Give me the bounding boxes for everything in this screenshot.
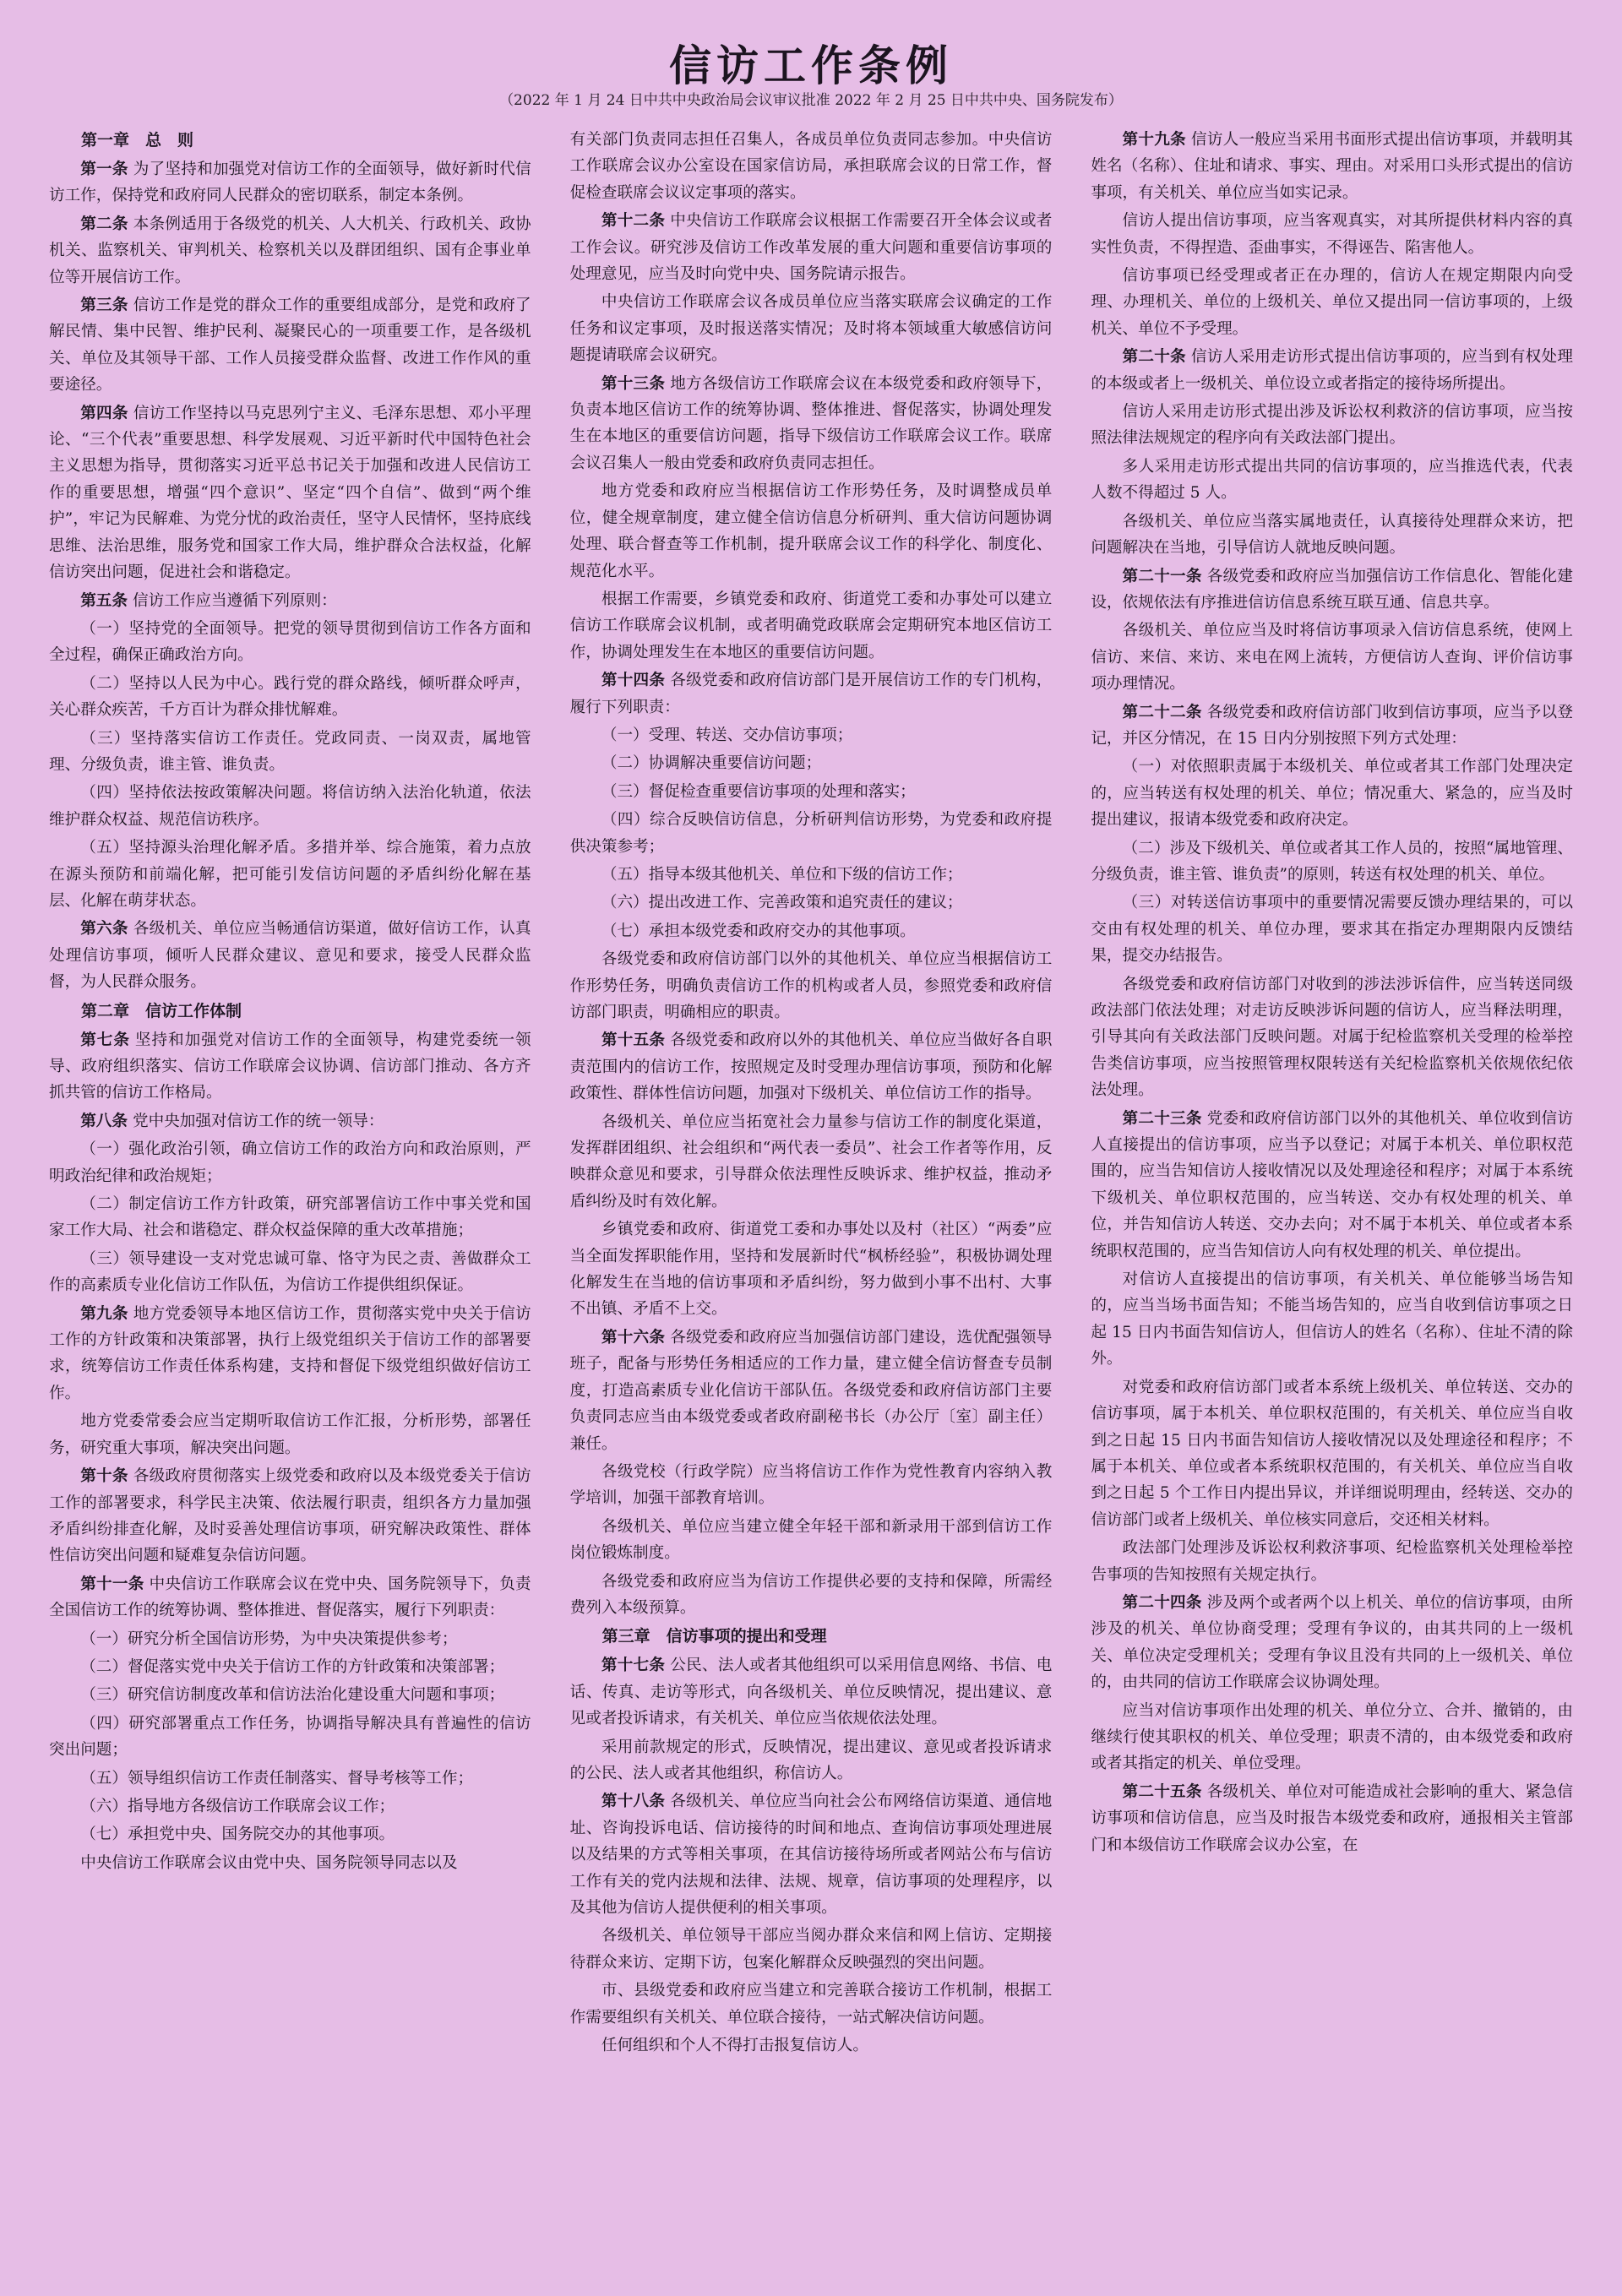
- article-paragraph: [570, 667, 1053, 721]
- document-subtitle: （2022 年 1 月 24 日中共中央政治局会议审议批准 2022 年 2 月 25 日中共中央、国务院发布）: [499, 92, 1123, 109]
- paragraph-text: 各级党委和政府应当加强信访工作信息化、智能化建设，依规依法有序推进信访信息系统互联互通、信息共享。: [1091, 567, 1573, 612]
- text-paragraph: [1091, 754, 1573, 833]
- article-number: 第八条: [80, 1112, 128, 1130]
- paragraph-text: （二）制定信访工作方针政策，研究部署信访工作中事关党和国家工作大局、社会和谐稳定、群众权益保障的重大改革措施；: [49, 1195, 531, 1240]
- text-paragraph: [570, 1216, 1053, 1323]
- article-paragraph: [570, 1325, 1053, 1457]
- paragraph-text: 各级党委和政府信访部门是开展信访工作的专门机构，履行下列职责：: [569, 672, 1053, 716]
- chapter-heading: 第三章 信访事项的提出和受理: [601, 1627, 827, 1646]
- article-number: 第二十一条: [1122, 567, 1202, 585]
- paragraph-text: （四）综合反映信访信息，分析研判信访形势，为党委和政府提供决策参考；: [569, 811, 1053, 856]
- article-number: 第九条: [80, 1304, 128, 1323]
- text-paragraph: [49, 1246, 531, 1299]
- article-number: 第十二条: [601, 212, 666, 231]
- article-number: 第二条: [80, 215, 128, 233]
- article-number: 第七条: [80, 1031, 130, 1049]
- text-paragraph: [570, 779, 1053, 805]
- paragraph-text: （五）坚持源头治理化解矛盾。多措并举、综合施策，着力点放在源头预防和前端化解，把可能引发信访问题的矛盾纠纷化解在基层、化解在萌芽状态。: [49, 839, 531, 910]
- paragraph-text: 公民、法人或者其他组织可以采用信息网络、书信、电话、传真、走访等形式，向各级机关、单位反映情况，提出建议、意见或者投诉请求，有关机关、单位应当依规依法处理。: [569, 1657, 1053, 1728]
- paragraph-text: （三）领导建设一支对党忠诚可靠、恪守为民之责、善做群众工作的高素质专业化信访工作队伍，为信访工作提供组织保证。: [49, 1249, 531, 1295]
- text-paragraph: [570, 1923, 1053, 1976]
- text-paragraph: [1091, 835, 1573, 889]
- paragraph-text: 信访人采用走访形式提出信访事项的，应当到有权处理的本级或者上一级机关、单位设立或者指定的接待场所提出。: [1091, 348, 1573, 393]
- paragraph-text: 各级党委和政府信访部门对收到的涉法涉诉信件，应当转送同级政法部门依法处理；对走访反映涉诉问题的信访人，应当释法明理，引导其向有关政法部门反映问题。对属于纪检监察机关受理的检举控告类信访事项，应当按照管理权限转送有关纪检监察机关依规依纪依法处理。: [1091, 975, 1573, 1100]
- paragraph-text: 各级政府贯彻落实上级党委和政府以及本级党委关于信访工作的部署要求，科学民主决策、依法履行职责，组织各方力量加强矛盾纠纷排查化解，及时妥善处理信访事项，研究解决政策性、群体性信访突出问题和疑难复杂信访问题。: [49, 1467, 531, 1565]
- article-paragraph: [49, 1571, 531, 1624]
- article-number: 第四条: [80, 404, 128, 422]
- text-paragraph: [570, 1734, 1053, 1787]
- text-paragraph: [570, 807, 1053, 860]
- text-paragraph: [1091, 1374, 1573, 1533]
- paragraph-text: （二）涉及下级机关、单位或者其工作人员的，按照“属地管理、分级负责，谁主管、谁负责”的原则，转送有权处理的机关、单位。: [1091, 839, 1573, 884]
- article-number: 第十七条: [601, 1657, 666, 1675]
- article-paragraph: [570, 208, 1053, 287]
- text-paragraph: [1091, 263, 1573, 342]
- paragraph-text: （五）领导组织信访工作责任制落实、督导考核等工作；: [80, 1769, 474, 1787]
- text-paragraph: [49, 1821, 531, 1847]
- paragraph-text: （二）坚持以人民为中心。践行党的群众路线，倾听群众呼声，关心群众疾苦，千方百计为群众排忧解难。: [49, 674, 531, 720]
- article-paragraph: [49, 916, 531, 995]
- paragraph-text: （一）受理、转送、交办信访事项；: [601, 726, 853, 744]
- paragraph-text: 乡镇党委和政府、街道党工委和办事处以及村（社区）“两委”应当全面发挥职能作用，坚持和发展新时代“枫桥经验”，积极协调处理化解发生在当地的信访事项和矛盾纠纷，努力做到小事不出村、大事不出镇、矛盾不上交。: [569, 1221, 1053, 1319]
- chapter-heading: 第一章 总 则: [81, 131, 194, 150]
- paragraph-text: （四）研究部署重点工作任务，协调指导解决具有普遍性的信访突出问题；: [49, 1714, 531, 1760]
- paragraph-text: （一）研究分析全国信访形势，为中央决策提供参考；: [80, 1630, 458, 1648]
- paragraph-text: 对党委和政府信访部门或者本系统上级机关、单位转送、交办的信访事项，属于本机关、单位职权范围的，有关机关、单位应当自收到之日起 15 日内书面告知信访人接收情况以及处理途径和程序；不属于本机关、单位或者本系统职权范围的，有关机关、单位应当自收到之日起 5 个工作日内提出异议，并详细说明理由，经转送、交办的信访部门或者上级机关、单位核实同意后，交还相关材料。: [1091, 1378, 1573, 1529]
- text-paragraph: [49, 1654, 531, 1680]
- text-paragraph: [49, 1766, 531, 1792]
- text-paragraph: [49, 1136, 531, 1189]
- paragraph-text: 对信访人直接提出的信访事项，有关机关、单位能够当场告知的，应当当场书面告知；不能当场告知的，应当自收到信访事项之日起 15 日内书面告知信访人，但信访人的姓名（名称）、住址不清的除外。: [1091, 1270, 1573, 1368]
- text-paragraph: [570, 862, 1053, 888]
- paragraph-text: （三）坚持落实信访工作责任。党政同责、一岗双责，属地管理、分级负责，谁主管、谁负责。: [49, 729, 531, 774]
- text-paragraph: [570, 1978, 1053, 2031]
- paragraph-text: 本条例适用于各级党的机关、人大机关、行政机关、政协机关、监察机关、审判机关、检察机关以及群团组织、国有企事业单位等开展信访工作。: [49, 215, 531, 286]
- article-number: 第十三条: [601, 374, 666, 393]
- article-number: 第六条: [80, 920, 128, 939]
- text-paragraph: [1091, 890, 1573, 969]
- article-paragraph: [1091, 127, 1573, 206]
- paragraph-text: 各级党委和政府应当加强信访部门建设，选优配强领导班子，配备与形势任务相适应的工作力量，建立健全信访督查专员制度，打造高素质专业化信访干部队伍。各级党委和政府信访部门主要负责同志应当由本级党委或者政府副秘书长（办公厅〔室〕副主任）兼任。: [569, 1328, 1053, 1453]
- text-paragraph: [49, 726, 531, 779]
- paragraph-text: 各级机关、单位应当向社会公布网络信访渠道、通信地址、咨询投诉电话、信访接待的时间和地点、查询信访事项处理进展以及结果的方式等相关事项，在其信访接待场所或者网站公布与信访工作有关的党内法规和法律、法规、规章，信访事项的处理程序，以及其他为信访人提供便利的相关事项。: [569, 1793, 1053, 1917]
- paragraph-text: 各级机关、单位领导干部应当阅办群众来信和网上信访、定期接待群众来访、定期下访，包案化解群众反映强烈的突出问题。: [569, 1927, 1053, 1972]
- article-paragraph: [49, 156, 531, 209]
- article-number: 第一条: [80, 161, 128, 178]
- article-paragraph: [1091, 1779, 1573, 1858]
- paragraph-text: 根据工作需要，乡镇党委和政府、街道党工委和办事处可以建立信访工作联席会议机制，或者明确党政联席会定期研究本地区信访工作，协调处理发生在本地区的重要信访问题。: [569, 590, 1053, 661]
- text-paragraph: [1091, 454, 1573, 507]
- text-paragraph: [1091, 1266, 1573, 1373]
- article-number: 第三条: [80, 297, 128, 315]
- paragraph-text: 信访工作是党的群众工作的重要组成部分，是党和政府了解民情、集中民智、维护民利、凝聚民心的一项重要工作，是各级机关、单位及其领导干部、工作人员接受群众监督、改进工作作风的重要途径。: [49, 297, 531, 394]
- article-number: 第二十二条: [1122, 703, 1202, 721]
- article-number: 第十五条: [601, 1031, 666, 1050]
- paragraph-text: 党中央加强对信访工作的统一领导：: [132, 1112, 384, 1130]
- paragraph-text: 信访人提出信访事项，应当客观真实，对其所提供材料内容的真实性负责，不得捏造、歪曲事实，不得诬告、陷害他人。: [1091, 212, 1573, 257]
- text-paragraph: [570, 918, 1053, 944]
- article-paragraph: [1091, 1106, 1573, 1265]
- paragraph-text: 有关部门负责同志担任召集人，各成员单位负责同志参加。中央信访工作联席会议办公室设在国家信访局，承担联席会议的日常工作，督促检查联席会议议定事项的落实。: [569, 131, 1053, 202]
- text-paragraph: [1091, 618, 1573, 697]
- article-number: 第十九条: [1122, 131, 1186, 149]
- paragraph-text: 中央信访工作联席会议各成员单位应当落实联席会议确定的工作任务和议定事项，及时报送落实情况；及时将本领域重大敏感信访问题提请联席会议研究。: [569, 293, 1053, 365]
- paragraph-text: 各级机关、单位应当畅通信访渠道，做好信访工作，认真处理信访事项，倾听人民群众建议、意见和要求，接受人民群众监督，为人民群众服务。: [49, 920, 531, 992]
- paragraph-text: （三）督促检查重要信访事项的处理和落实；: [601, 782, 916, 801]
- article-paragraph: [49, 1108, 531, 1134]
- article-paragraph: [49, 211, 531, 291]
- article-paragraph: [49, 1463, 531, 1570]
- article-paragraph: [1091, 344, 1573, 397]
- text-paragraph: [49, 835, 531, 914]
- text-paragraph: [1091, 208, 1573, 261]
- article-paragraph: [570, 371, 1053, 477]
- paragraph-text: 信访事项已经受理或者正在办理的，信访人在规定期限内向受理、办理机关、单位的上级机关、单位又提出同一信访事项的，上级机关、单位不予受理。: [1091, 267, 1573, 338]
- paragraph-text: 中央信访工作联席会议在党中央、国务院领导下，负责全国信访工作的统筹协调、整体推进、督促落实，履行下列职责：: [49, 1575, 531, 1620]
- paragraph-text: 中央信访工作联席会议根据工作需要召开全体会议或者工作会议。研究涉及信访工作改革发展的重大问题和重要信访事项的处理意见，应当及时向党中央、国务院请示报告。: [569, 212, 1053, 284]
- paragraph-text: 坚持和加强党对信访工作的全面领导，构建党委统一领导、政府组织落实、信访工作联席会议协调、信访部门推动、各方齐抓共管的信访工作格局。: [49, 1031, 531, 1102]
- article-number: 第二十条: [1122, 348, 1186, 367]
- text-paragraph: [570, 586, 1053, 666]
- paragraph-text: （一）对依照职责属于本级机关、单位或者其工作部门处理决定的，应当转送有权处理的机关、单位；情况重大、紧急的，应当及时提出建议，报请本级党委和政府决定。: [1091, 758, 1573, 830]
- article-paragraph: [49, 400, 531, 586]
- text-column-1: [49, 127, 531, 2277]
- text-paragraph: [1091, 1698, 1573, 1777]
- text-paragraph: [570, 127, 1053, 206]
- text-paragraph: [570, 478, 1053, 585]
- paragraph-text: （二）协调解决重要信访问题；: [601, 754, 822, 773]
- paragraph-text: 采用前款规定的形式，反映情况，提出建议、意见或者投诉请求的公民、法人或者其他组织，称信访人。: [569, 1738, 1053, 1782]
- article-number: 第十六条: [601, 1328, 666, 1347]
- text-paragraph: [49, 616, 531, 669]
- paragraph-text: 各级党委和政府应当为信访工作提供必要的支持和保障，所需经费列入本级预算。: [569, 1572, 1053, 1617]
- article-paragraph: [49, 1301, 531, 1407]
- paragraph-text: 地方党委领导本地区信访工作，贯彻落实党中央关于信访工作的方针政策和决策部署，执行上级党组织关于信访工作的部署要求，统筹信访工作责任体系构建，支持和督促下级党组织做好信访工作。: [49, 1304, 531, 1402]
- text-column-2: [570, 127, 1053, 2277]
- article-number: 第二十四条: [1122, 1593, 1202, 1612]
- text-paragraph: [570, 289, 1053, 368]
- paragraph-text: 信访人采用走访形式提出涉及诉讼权利救济的信访事项，应当按照法律法规规定的程序向有关政法部门提出。: [1091, 403, 1573, 448]
- article-paragraph: [1091, 1590, 1573, 1696]
- article-paragraph: [570, 1027, 1053, 1107]
- paragraph-text: 各级党委和政府以外的其他机关、单位应当做好各自职责范围内的信访工作，按照规定及时受理办理信访事项，预防和化解政策性、群体性信访问题，加强对下级机关、单位信访工作的指导。: [569, 1031, 1053, 1103]
- paragraph-text: 信访工作应当遵循下列原则：: [132, 591, 337, 610]
- paragraph-text: 各级党委和政府信访部门收到信访事项，应当予以登记，并区分情况，在 15 日内分别按照下列方式处理：: [1091, 703, 1573, 748]
- text-paragraph: [49, 780, 531, 833]
- text-paragraph: [570, 1459, 1053, 1512]
- text-paragraph: [49, 1408, 531, 1461]
- paragraph-text: 各级机关、单位应当落实属地责任，认真接待处理群众来访，把问题解决在当地，引导信访人就地反映问题。: [1091, 512, 1573, 558]
- text-paragraph: [570, 750, 1053, 776]
- text-paragraph: [570, 890, 1053, 916]
- paragraph-text: 地方各级信访工作联席会议在本级党委和政府领导下，负责本地区信访工作的统筹协调、整体推进、督促落实，协调处理发生在本地区的重要信访问题，指导下级信访工作联席会议工作。联席会议召集人一般由党委和政府负责同志担任。: [569, 374, 1053, 472]
- text-paragraph: [49, 1626, 531, 1652]
- text-paragraph: [1091, 509, 1573, 562]
- article-paragraph: [570, 1788, 1053, 1921]
- chapter-heading: 第二章 信访工作体制: [81, 1001, 242, 1020]
- paragraph-text: 多人采用走访形式提出共同的信访事项的，应当推选代表，代表人数不得超过 5 人。: [1091, 457, 1573, 503]
- paragraph-text: 政法部门处理涉及诉讼权利救济事项、纪检监察机关处理检举控告事项的告知按照有关规定执行。: [1091, 1539, 1573, 1584]
- paragraph-text: （三）研究信访制度改革和信访法治化建设重大问题和事项；: [80, 1686, 505, 1705]
- article-paragraph: [49, 292, 531, 399]
- text-paragraph: [570, 1569, 1053, 1622]
- document-title: 信访工作条例: [669, 41, 953, 90]
- article-paragraph: [49, 1027, 531, 1107]
- article-number: 第二十三条: [1122, 1109, 1202, 1128]
- paragraph-text: 应当对信访事项作出处理的机关、单位分立、合并、撤销的，由继续行使其职权的机关、单位受理；职责不清的，由本级党委和政府或者其指定的机关、单位受理。: [1091, 1701, 1573, 1773]
- paragraph-text: 地方党委和政府应当根据信访工作形势任务，及时调整成员单位，健全规章制度，建立健全信访信息分析研判、重大信访问题协调处理、联合督查等工作机制，提升联席会议工作的科学化、制度化、规范化水平。: [569, 482, 1053, 580]
- text-paragraph: [570, 2032, 1053, 2059]
- paragraph-text: （五）指导本级其他机关、单位和下级的信访工作；: [601, 865, 963, 884]
- paragraph-text: （七）承担本级党委和政府交办的其他事项。: [601, 922, 916, 940]
- paragraph-text: 各级机关、单位应当及时将信访事项录入信访信息系统，使网上信访、来信、来访、来电在网上流转，方便信访人查询、评价信访事项办理情况。: [1091, 622, 1573, 694]
- article-number: 第五条: [80, 591, 128, 610]
- text-paragraph: [570, 946, 1053, 1026]
- paragraph-text: （一）强化政治引领，确立信访工作的政治方向和政治原则，严明政治纪律和政治规矩；: [49, 1140, 531, 1185]
- text-paragraph: [49, 1682, 531, 1708]
- article-paragraph: [1091, 699, 1573, 753]
- text-paragraph: [570, 1109, 1053, 1216]
- text-paragraph: [570, 722, 1053, 748]
- paragraph-text: 中央信访工作联席会议由党中央、国务院领导同志以及: [80, 1853, 458, 1872]
- article-number: 第十一条: [80, 1575, 144, 1593]
- article-number: 第二十五条: [1122, 1782, 1202, 1801]
- text-paragraph: [1091, 399, 1573, 452]
- article-number: 第十四条: [601, 672, 666, 690]
- paragraph-text: 市、县级党委和政府应当建立和完善联合接访工作机制，根据工作需要组织有关机关、单位联合接待，一站式解决信访问题。: [569, 1982, 1053, 2027]
- paragraph-text: 任何组织和个人不得打击报复信访人。: [601, 2037, 868, 2055]
- paragraph-text: （四）坚持依法按政策解决问题。将信访纳入法治化轨道，依法维护群众权益、规范信访秩序。: [49, 784, 531, 829]
- paragraph-text: 各级机关、单位对可能造成社会影响的重大、紧急信访事项和信访信息，应当及时报告本级党委和政府，通报相关主管部门和本级信访工作联席会议办公室，在: [1091, 1782, 1573, 1854]
- text-paragraph: [570, 1514, 1053, 1567]
- paragraph-text: （三）对转送信访事项中的重要情况需要反馈办理结果的，可以交由有权处理的机关、单位办理，要求其在指定办理期限内反馈结果，提交办结报告。: [1091, 894, 1573, 966]
- text-paragraph: [1091, 1535, 1573, 1588]
- text-paragraph: [49, 1850, 531, 1876]
- article-paragraph: [1091, 563, 1573, 617]
- text-paragraph: [49, 1191, 531, 1244]
- article-paragraph: [49, 588, 531, 614]
- paragraph-text: （一）坚持党的全面领导。把党的领导贯彻到信访工作各方面和全过程，确保正确政治方向。: [49, 619, 531, 665]
- paragraph-text: （六）提出改进工作、完善政策和追究责任的建议；: [601, 894, 963, 912]
- article-number: 第十条: [80, 1467, 128, 1486]
- text-columns: [49, 127, 1573, 2277]
- paragraph-text: （六）指导地方各级信访工作联席会议工作；: [80, 1797, 395, 1815]
- paragraph-text: 为了坚持和加强党对信访工作的全面领导，做好新时代信访工作，保持党和政府同人民群众的密切联系，制定本条例。: [49, 161, 531, 205]
- text-column-3: [1091, 127, 1573, 2277]
- text-paragraph: [49, 671, 531, 724]
- paragraph-text: 各级机关、单位应当拓宽社会力量参与信访工作的制度化渠道，发挥群团组织、社会组织和“两代表一委员”、社会工作者等作用，反映群众意见和要求，引导群众依法理性反映诉求、维护权益，推动矛盾纠纷及时有效化解。: [569, 1113, 1053, 1211]
- paragraph-text: 信访人一般应当采用书面形式提出信访事项，并载明其姓名（名称）、住址和请求、事实、理由。对采用口头形式提出的信访事项，有关机关、单位应当如实记录。: [1091, 131, 1573, 202]
- paragraph-text: 各级机关、单位应当建立健全年轻干部和新录用干部到信访工作岗位锻炼制度。: [569, 1517, 1053, 1563]
- article-number: 第十八条: [601, 1793, 666, 1811]
- paragraph-text: 涉及两个或者两个以上机关、单位的信访事项，由所涉及的机关、单位协商受理；受理有争议的，由其共同的上一级机关、单位决定受理机关；受理有争议且没有共同的上一级机关、单位的，由共同的信访工作联席会议协调处理。: [1091, 1593, 1573, 1692]
- paragraph-text: 各级党校（行政学院）应当将信访工作作为党性教育内容纳入教学培训，加强干部教育培训。: [569, 1462, 1053, 1508]
- text-paragraph: [1091, 971, 1573, 1104]
- paragraph-text: 信访工作坚持以马克思列宁主义、毛泽东思想、邓小平理论、“三个代表”重要思想、科学发展观、习近平新时代中国特色社会主义思想为指导，贯彻落实习近平总书记关于加强和改进人民信访工作的重要思想，增强“四个意识”、坚定“四个自信”、做到“两个维护”，牢记为民解难、为党分忧的政治责任，坚守人民情怀，坚持底线思维、法治思维，服务党和国家工作大局，维护群众合法权益，化解信访突出问题，促进社会和谐稳定。: [49, 404, 531, 582]
- article-paragraph: [570, 1652, 1053, 1732]
- paragraph-text: 地方党委常委会应当定期听取信访工作汇报，分析形势，部署任务，研究重大事项，解决突出问题。: [49, 1412, 531, 1457]
- text-paragraph: [49, 1793, 531, 1820]
- paragraph-text: （二）督促落实党中央关于信访工作的方针政策和决策部署；: [80, 1657, 505, 1676]
- text-paragraph: [49, 1711, 531, 1764]
- paragraph-text: （七）承担党中央、国务院交办的其他事项。: [80, 1825, 395, 1844]
- paragraph-text: 党委和政府信访部门以外的其他机关、单位收到信访人直接提出的信访事项，应当予以登记；对属于本机关、单位职权范围的，应当告知信访人接收情况以及处理途径和程序；对属于本系统下级机关、单位职权范围的，应当转送、交办有权处理的机关、单位，并告知信访人转送、交办去向；对不属于本机关、单位或者本系统职权范围的，应当告知信访人向有权处理的机关、单位提出。: [1091, 1109, 1573, 1260]
- paragraph-text: 各级党委和政府信访部门以外的其他机关、单位应当根据信访工作形势任务，明确负责信访工作的机构或者人员，参照党委和政府信访部门职责，明确相应的职责。: [569, 950, 1053, 1021]
